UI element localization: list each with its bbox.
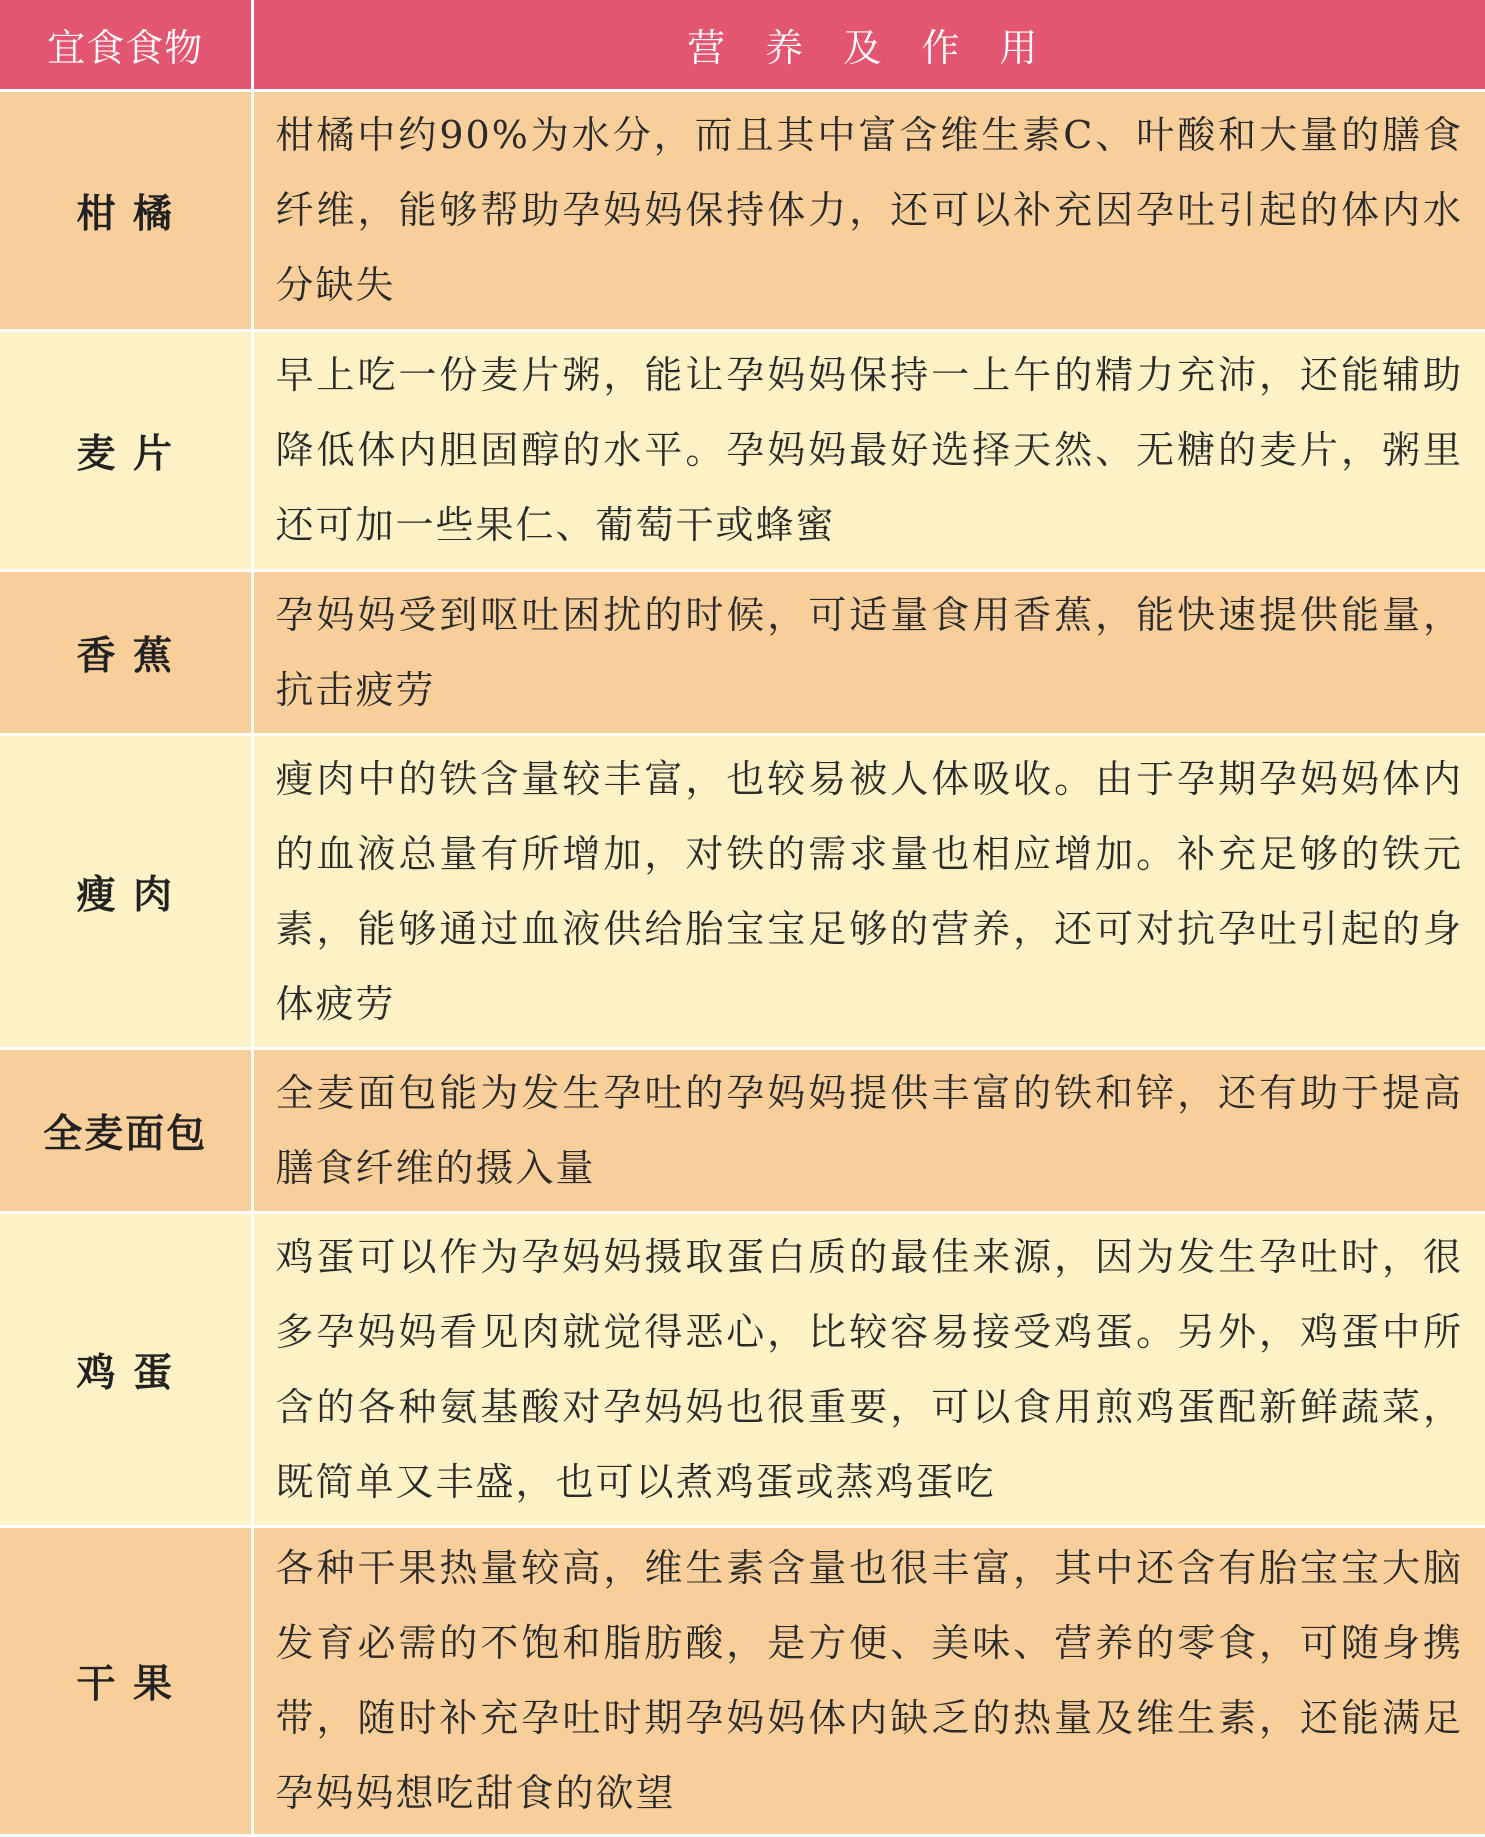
food-name: 全麦面包 xyxy=(0,1049,252,1213)
table-row xyxy=(0,571,1485,735)
food-name: 香 蕉 xyxy=(0,571,252,735)
food-description: 柑橘中约90%为水分，而且其中富含维生素C、叶酸和大量的膳食纤维，能够帮助孕妈妈保持体力，还可以补充因孕吐引起的体内水分缺失 xyxy=(252,91,1485,331)
header-food: 宜食食物 xyxy=(0,0,252,91)
table-row xyxy=(0,1049,1485,1213)
table-row xyxy=(0,1213,1485,1527)
food-description: 各种干果热量较高，维生素含量也很丰富，其中还含有胎宝宝大脑发育必需的不饱和脂肪酸，是方便、美味、营养的零食，可随身携带，随时补充孕吐时期孕妈妈体内缺乏的热量及维生素，还能满足孕妈妈想吃甜食的欲望 xyxy=(252,1527,1485,1836)
food-name: 干 果 xyxy=(0,1527,252,1836)
food-name: 柑 橘 xyxy=(0,91,252,331)
table-row xyxy=(0,91,1485,331)
table-row xyxy=(0,331,1485,571)
table-header-row xyxy=(0,0,1485,91)
food-name: 麦 片 xyxy=(0,331,252,571)
food-description: 鸡蛋可以作为孕妈妈摄取蛋白质的最佳来源，因为发生孕吐时，很多孕妈妈看见肉就觉得恶心，比较容易接受鸡蛋。另外，鸡蛋中所含的各种氨基酸对孕妈妈也很重要，可以食用煎鸡蛋配新鲜蔬菜，既简单又丰盛，也可以煮鸡蛋或蒸鸡蛋吃 xyxy=(252,1213,1485,1527)
table-row xyxy=(0,1527,1485,1836)
table-row xyxy=(0,735,1485,1049)
food-description: 全麦面包能为发生孕吐的孕妈妈提供丰富的铁和锌，还有助于提高膳食纤维的摄入量 xyxy=(252,1049,1485,1213)
food-description: 孕妈妈受到呕吐困扰的时候，可适量食用香蕉，能快速提供能量，抗击疲劳 xyxy=(252,571,1485,735)
food-name: 瘦 肉 xyxy=(0,735,252,1049)
food-description: 早上吃一份麦片粥，能让孕妈妈保持一上午的精力充沛，还能辅助降低体内胆固醇的水平。孕妈妈最好选择天然、无糖的麦片，粥里还可加一些果仁、葡萄干或蜂蜜 xyxy=(252,331,1485,571)
food-description: 瘦肉中的铁含量较丰富，也较易被人体吸收。由于孕期孕妈妈体内的血液总量有所增加，对铁的需求量也相应增加。补充足够的铁元素，能够通过血液供给胎宝宝足够的营养，还可对抗孕吐引起的身体疲劳 xyxy=(252,735,1485,1049)
header-nutrition: 营 养 及 作 用 xyxy=(252,0,1485,91)
food-name: 鸡 蛋 xyxy=(0,1213,252,1527)
